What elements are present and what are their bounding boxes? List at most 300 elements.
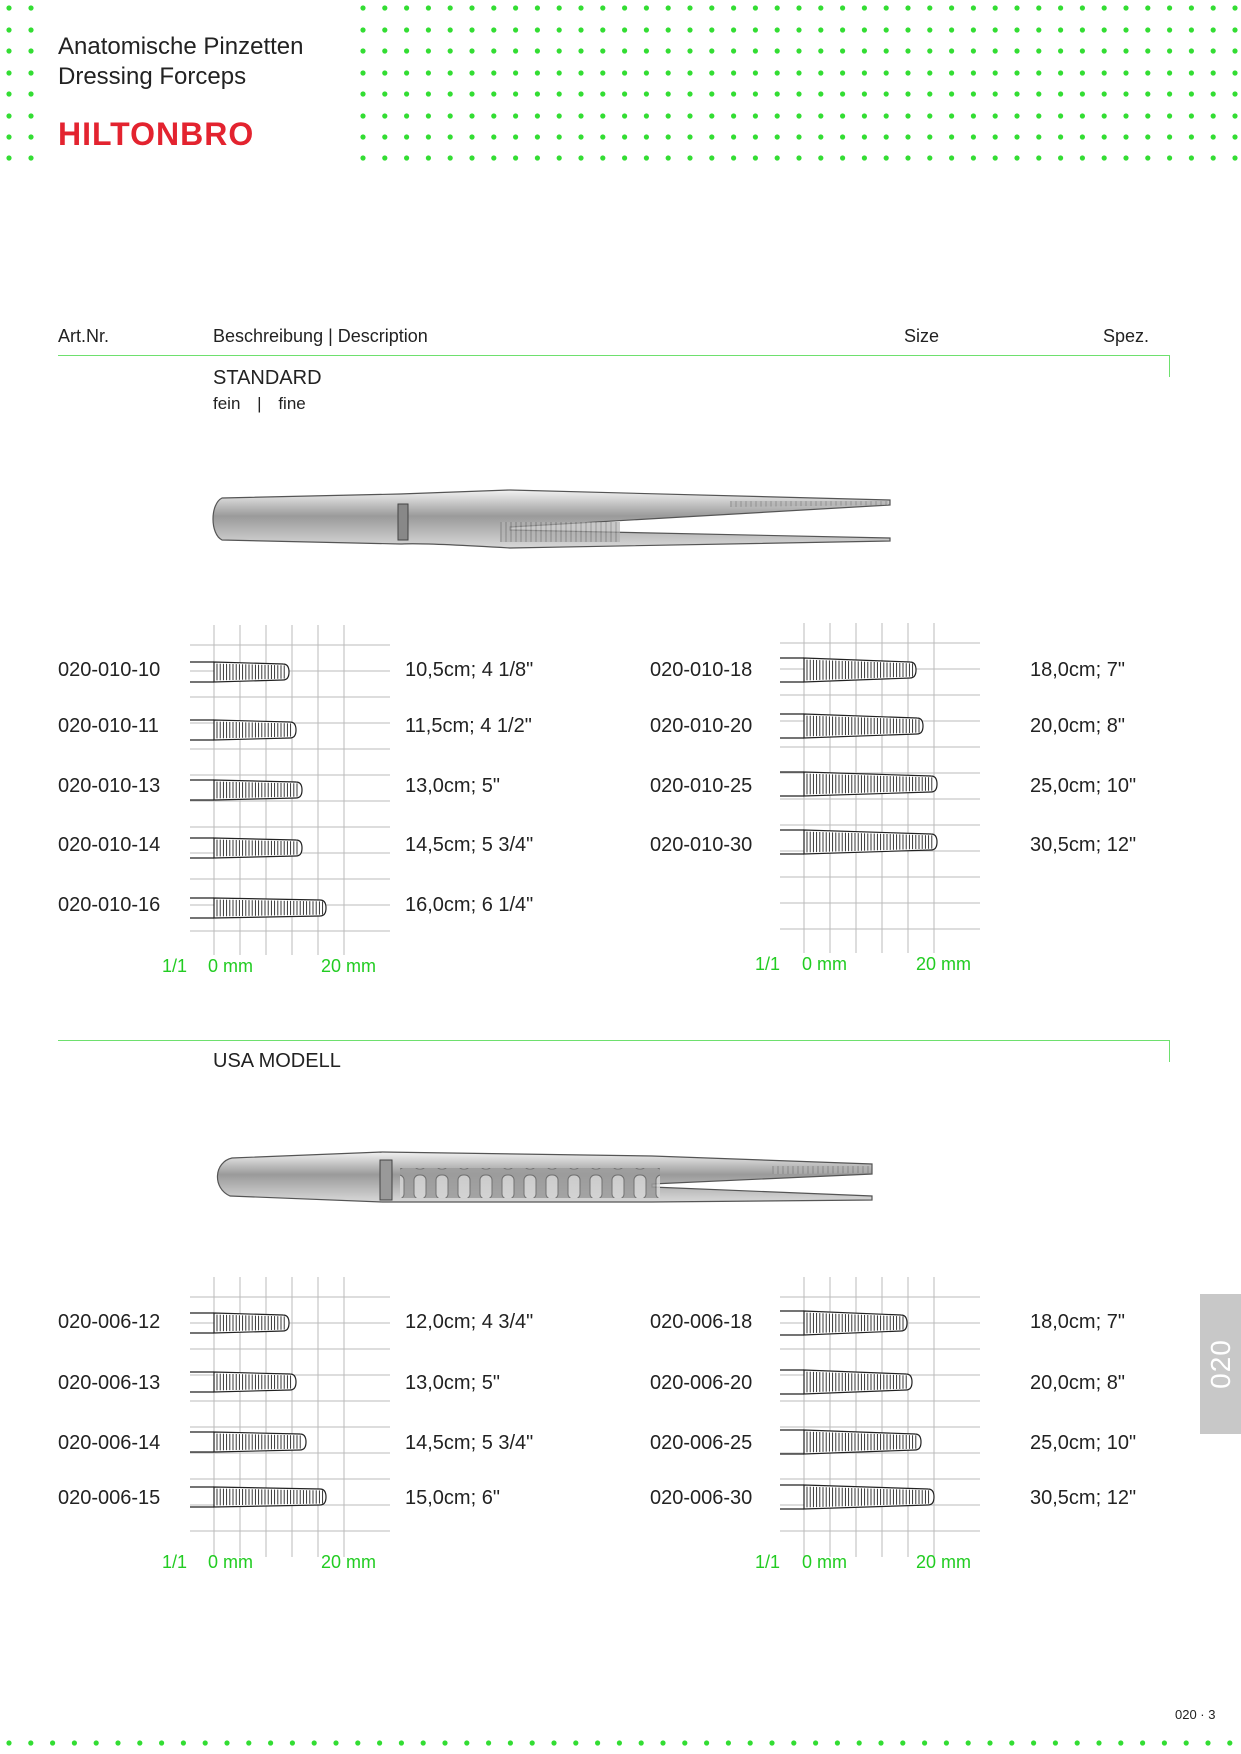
dot: [775, 70, 780, 75]
dot: [878, 1740, 883, 1745]
size-label: 13,0cm; 5": [405, 775, 500, 797]
dot: [840, 5, 845, 10]
dot: [469, 48, 474, 53]
dot: [1145, 5, 1150, 10]
dot: [731, 91, 736, 96]
dot: [1036, 70, 1041, 75]
article-number: 020-010-13: [58, 775, 161, 797]
forceps-image-usa-modell: [212, 1142, 882, 1214]
section-divider-tick: [1169, 355, 1170, 377]
dot: [469, 91, 474, 96]
dot: [535, 5, 540, 10]
dot: [426, 48, 431, 53]
dot: [600, 5, 605, 10]
dot: [753, 155, 758, 160]
article-number: 020-006-20: [650, 1372, 753, 1394]
dot: [818, 5, 823, 10]
dot: [905, 134, 910, 139]
dot: [687, 134, 692, 139]
size-label: 25,0cm; 10": [1030, 775, 1137, 797]
dot: [421, 1740, 426, 1745]
dot: [709, 134, 714, 139]
dot: [578, 91, 583, 96]
brand-logo: HILTONBRO: [58, 116, 255, 152]
size-label: 30,5cm; 12": [1030, 834, 1137, 856]
dot: [1014, 70, 1019, 75]
dot: [1058, 48, 1063, 53]
dot: [578, 113, 583, 118]
dot: [775, 155, 780, 160]
dot: [687, 48, 692, 53]
dot: [578, 155, 583, 160]
dot: [862, 155, 867, 160]
dot: [491, 5, 496, 10]
dot: [687, 70, 692, 75]
dot: [1167, 155, 1172, 160]
dot: [360, 5, 365, 10]
tip-profile: [190, 1487, 326, 1507]
dot: [1009, 1740, 1014, 1745]
subtitle-english: fine: [278, 394, 306, 413]
dot: [905, 91, 910, 96]
dot: [600, 134, 605, 139]
dot: [426, 5, 431, 10]
dot: [753, 48, 758, 53]
dot: [884, 91, 889, 96]
column-header-size: Size: [904, 326, 940, 346]
dot: [1058, 134, 1063, 139]
dot: [557, 113, 562, 118]
dot: [333, 1740, 338, 1745]
article-number: 020-006-15: [58, 1487, 161, 1509]
scale-ratio: 1/1: [755, 1552, 781, 1572]
dot: [1145, 48, 1150, 53]
dot: [666, 27, 671, 32]
dot: [426, 134, 431, 139]
dot: [1123, 155, 1128, 160]
dot: [442, 1740, 447, 1745]
dot: [993, 70, 998, 75]
tip-profile: [190, 662, 289, 682]
dot: [660, 1740, 665, 1745]
tip-profile: [780, 1370, 912, 1394]
size-label: 18,0cm; 7": [1030, 659, 1125, 681]
dot: [355, 1740, 360, 1745]
dot: [578, 134, 583, 139]
dot: [360, 134, 365, 139]
dot: [622, 70, 627, 75]
dot: [1036, 134, 1041, 139]
dot: [578, 48, 583, 53]
article-number: 020-006-30: [650, 1487, 753, 1509]
dot: [600, 27, 605, 32]
dot: [508, 1740, 513, 1745]
dot: [704, 1740, 709, 1745]
scale-end: 20 mm: [916, 1552, 972, 1572]
page-number: 020 · 3: [1175, 1707, 1216, 1722]
chapter-tab-label: 020: [1204, 1339, 1236, 1389]
dot: [224, 1740, 229, 1745]
dot: [748, 1740, 753, 1745]
dot: [1189, 70, 1194, 75]
dot: [840, 113, 845, 118]
dot: [949, 48, 954, 53]
dot: [862, 91, 867, 96]
dot: [927, 70, 932, 75]
dot: [1211, 134, 1216, 139]
dot: [900, 1740, 905, 1745]
dot: [622, 113, 627, 118]
dot: [578, 27, 583, 32]
dot: [949, 5, 954, 10]
column-header-spec: Spez.: [1103, 326, 1150, 346]
tip-profile: [780, 772, 937, 796]
dot: [1211, 48, 1216, 53]
article-number: 020-010-11: [58, 715, 159, 737]
dot: [949, 113, 954, 118]
dot: [513, 91, 518, 96]
dot: [426, 70, 431, 75]
dot: [796, 27, 801, 32]
dot: [927, 155, 932, 160]
dot: [1232, 70, 1237, 75]
dot: [775, 134, 780, 139]
dot: [971, 134, 976, 139]
dot: [94, 1740, 99, 1745]
dot: [644, 91, 649, 96]
dot: [1162, 1740, 1167, 1745]
dot: [1123, 91, 1128, 96]
dot: [884, 48, 889, 53]
dot: [513, 5, 518, 10]
dot: [709, 91, 714, 96]
dot: [1167, 27, 1172, 32]
dot: [1102, 27, 1107, 32]
dot: [360, 155, 365, 160]
dot: [426, 113, 431, 118]
size-label: 10,5cm; 4 1/8": [405, 659, 534, 681]
dot: [600, 155, 605, 160]
dot: [775, 27, 780, 32]
size-label: 11,5cm; 4 1/2": [405, 715, 532, 737]
dot: [884, 134, 889, 139]
dot: [448, 91, 453, 96]
section-subtitle: [213, 394, 306, 414]
dot: [557, 27, 562, 32]
dot: [426, 91, 431, 96]
dot: [687, 27, 692, 32]
dot: [666, 91, 671, 96]
dot: [1036, 27, 1041, 32]
dot: [1140, 1740, 1145, 1745]
dot: [775, 113, 780, 118]
dot: [644, 134, 649, 139]
scale-ratio: 1/1: [162, 1552, 188, 1572]
dot: [1123, 48, 1128, 53]
tip-scale-grid-usa-right: [780, 1277, 980, 1557]
dot: [949, 70, 954, 75]
dot: [753, 91, 758, 96]
scale-end: 20 mm: [916, 954, 972, 974]
dot: [1189, 27, 1194, 32]
dot: [404, 70, 409, 75]
dot: [404, 5, 409, 10]
dot: [666, 70, 671, 75]
size-label: 20,0cm; 8": [1030, 1372, 1125, 1394]
dot: [1014, 27, 1019, 32]
article-number: 020-006-18: [650, 1311, 753, 1333]
dot: [884, 70, 889, 75]
dot: [1123, 134, 1128, 139]
dot: [884, 27, 889, 32]
dot: [382, 5, 387, 10]
dot: [1232, 155, 1237, 160]
dot: [535, 70, 540, 75]
scale-end: 20 mm: [321, 956, 377, 976]
dot: [731, 70, 736, 75]
dot: [535, 48, 540, 53]
dot: [905, 70, 910, 75]
dot: [469, 70, 474, 75]
dot: [1145, 134, 1150, 139]
dot: [360, 70, 365, 75]
dot: [448, 5, 453, 10]
footer-dot-pattern: [0, 1735, 1241, 1751]
tip-profile: [190, 1432, 306, 1452]
article-number: 020-006-25: [650, 1432, 753, 1454]
dot: [1189, 113, 1194, 118]
dot: [72, 1740, 77, 1745]
dot: [1036, 5, 1041, 10]
dot: [1145, 155, 1150, 160]
dot: [600, 113, 605, 118]
dot: [949, 134, 954, 139]
dot: [862, 134, 867, 139]
dot: [513, 134, 518, 139]
dot: [426, 155, 431, 160]
dot: [1036, 91, 1041, 96]
dot: [796, 70, 801, 75]
dot: [1080, 113, 1085, 118]
dot: [796, 155, 801, 160]
dot: [884, 113, 889, 118]
dot: [557, 91, 562, 96]
dot: [513, 27, 518, 32]
dot: [551, 1740, 556, 1745]
dot: [775, 48, 780, 53]
dot: [622, 155, 627, 160]
dot: [1232, 48, 1237, 53]
dot: [1102, 155, 1107, 160]
dot: [1102, 5, 1107, 10]
dot: [1080, 70, 1085, 75]
dot: [753, 5, 758, 10]
dot: [639, 1740, 644, 1745]
dot: [1014, 134, 1019, 139]
dot: [290, 1740, 295, 1745]
dot: [360, 48, 365, 53]
dot: [927, 48, 932, 53]
dot: [600, 91, 605, 96]
dot: [862, 27, 867, 32]
dot: [905, 27, 910, 32]
dot: [530, 1740, 535, 1745]
dot: [1189, 155, 1194, 160]
dot: [753, 113, 758, 118]
section-divider: [58, 355, 1170, 356]
dot: [1211, 113, 1216, 118]
tip-profile: [190, 898, 326, 918]
dot: [993, 113, 998, 118]
dot: [557, 134, 562, 139]
dot: [404, 91, 409, 96]
dot: [1211, 5, 1216, 10]
dot: [535, 155, 540, 160]
dot: [382, 48, 387, 53]
dot: [840, 48, 845, 53]
dot: [1036, 155, 1041, 160]
dot: [840, 91, 845, 96]
dot: [1080, 155, 1085, 160]
dot: [578, 5, 583, 10]
dot: [491, 70, 496, 75]
dot: [775, 91, 780, 96]
dot: [448, 113, 453, 118]
article-number: 020-010-25: [650, 775, 753, 797]
dot: [535, 113, 540, 118]
dot: [1058, 155, 1063, 160]
dot: [1036, 113, 1041, 118]
dot: [884, 155, 889, 160]
dot: [840, 155, 845, 160]
dot: [922, 1740, 927, 1745]
dot: [1232, 134, 1237, 139]
dot: [905, 113, 910, 118]
article-number: 020-010-10: [58, 659, 161, 681]
scale-ratio: 1/1: [755, 954, 781, 974]
dot: [448, 48, 453, 53]
dot: [840, 134, 845, 139]
column-header-artnr: Art.Nr.: [58, 326, 110, 346]
article-number: 020-006-12: [58, 1311, 161, 1333]
tip-scale-grid-standard-right: [780, 623, 980, 953]
dot: [1014, 91, 1019, 96]
size-label: 15,0cm; 6": [405, 1487, 500, 1509]
dot: [535, 134, 540, 139]
dot: [993, 48, 998, 53]
dot: [1102, 134, 1107, 139]
dot: [1058, 70, 1063, 75]
dot: [1123, 113, 1128, 118]
article-number: 020-006-14: [58, 1432, 161, 1454]
dot: [1102, 91, 1107, 96]
scale-start: 0 mm: [208, 956, 253, 976]
dot: [1232, 113, 1237, 118]
dot: [1145, 27, 1150, 32]
title-english: Dressing Forceps: [58, 63, 247, 90]
dot: [1189, 91, 1194, 96]
dot: [709, 27, 714, 32]
dot: [1080, 48, 1085, 53]
dot: [448, 70, 453, 75]
dot: [1014, 113, 1019, 118]
tip-profile: [780, 830, 937, 854]
dot: [666, 5, 671, 10]
section-divider-tick: [1169, 1040, 1170, 1062]
dot: [469, 155, 474, 160]
dot: [791, 1740, 796, 1745]
dot: [1102, 113, 1107, 118]
dot: [491, 27, 496, 32]
tip-profile: [780, 1430, 921, 1454]
dot: [382, 134, 387, 139]
dot: [1232, 5, 1237, 10]
dot: [731, 134, 736, 139]
dot: [927, 113, 932, 118]
dot: [535, 91, 540, 96]
dot: [1058, 5, 1063, 10]
dot: [486, 1740, 491, 1745]
dot: [731, 113, 736, 118]
dot: [1123, 27, 1128, 32]
dot: [818, 48, 823, 53]
dot: [1014, 5, 1019, 10]
dot: [246, 1740, 251, 1745]
dot: [644, 48, 649, 53]
dot: [862, 5, 867, 10]
dot: [687, 91, 692, 96]
dot: [857, 1740, 862, 1745]
dot: [687, 155, 692, 160]
dot: [927, 91, 932, 96]
dot: [1189, 134, 1194, 139]
dot: [137, 1740, 142, 1745]
size-label: 16,0cm; 6 1/4": [405, 894, 534, 916]
dot: [971, 113, 976, 118]
size-label: 12,0cm; 4 3/4": [405, 1311, 534, 1333]
dot: [469, 113, 474, 118]
tip-scale-grid-usa-left: [190, 1277, 390, 1557]
size-label: 18,0cm; 7": [1030, 1311, 1125, 1333]
dot: [927, 27, 932, 32]
dot: [1167, 70, 1172, 75]
dot: [426, 27, 431, 32]
dot: [622, 134, 627, 139]
tip-profile: [190, 780, 302, 800]
dot: [1080, 134, 1085, 139]
dot: [666, 155, 671, 160]
dot: [491, 48, 496, 53]
dot: [753, 134, 758, 139]
dot: [1211, 70, 1216, 75]
dot: [360, 91, 365, 96]
dot: [622, 5, 627, 10]
dot: [862, 48, 867, 53]
dot: [993, 5, 998, 10]
dot: [731, 155, 736, 160]
dot: [578, 70, 583, 75]
dot: [1080, 5, 1085, 10]
dot: [971, 155, 976, 160]
dot: [1211, 27, 1216, 32]
section-divider: [58, 1040, 1170, 1041]
dot: [1118, 1740, 1123, 1745]
dot: [818, 27, 823, 32]
dot: [687, 5, 692, 10]
dot: [115, 1740, 120, 1745]
dot: [993, 91, 998, 96]
dot: [1167, 134, 1172, 139]
